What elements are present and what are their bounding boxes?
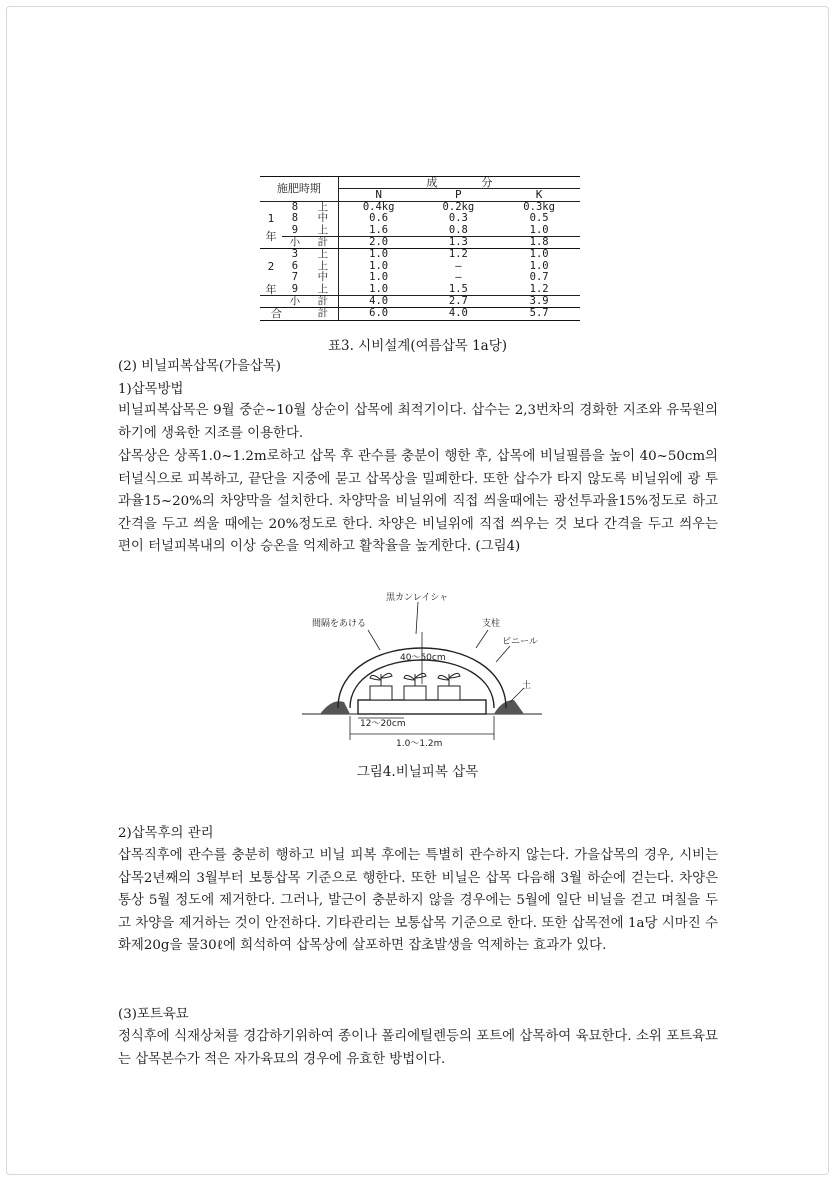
header-components: 成 分: [338, 177, 580, 189]
cell-k: 1.0: [529, 259, 549, 272]
label-spacing: 12〜20cm: [360, 719, 406, 729]
cell-month: 7: [291, 271, 299, 284]
cell-term: 上: [308, 249, 338, 261]
cell-term: 上: [308, 261, 338, 272]
total-spacer: [282, 308, 308, 320]
cell-n: 2.0: [338, 237, 418, 249]
cell-k: 3.9: [498, 296, 580, 308]
table-row: [260, 213, 580, 224]
cell-subtotal-b: 計: [308, 237, 338, 249]
vinyl-tunnel-figure: [298, 588, 546, 748]
soil-mound-right: [494, 700, 524, 714]
table-row: [260, 284, 580, 296]
figure-caption: 그림4.비닐피복 삽목: [356, 764, 479, 780]
header-period: 施肥時期: [260, 177, 338, 202]
tunnel-diagram: [298, 588, 546, 748]
year1-suffix: 年: [265, 229, 277, 243]
cell-n: 1.0: [369, 282, 389, 295]
section3-title: (3)포트육묘: [118, 1007, 189, 1022]
label-vinyl: ビニール: [502, 637, 538, 647]
leader-gap: [368, 630, 380, 650]
cell-subtotal-b: 計: [308, 296, 338, 308]
cell-k: 1.0: [498, 249, 580, 261]
pot-1: [370, 686, 392, 700]
cell-n: 1.6: [369, 223, 389, 236]
label-soil: 土: [522, 681, 532, 691]
cell-term: 中: [308, 213, 338, 224]
cell-month: 9: [291, 223, 299, 236]
cell-subtotal-a: 小: [282, 296, 308, 308]
label-gap: 間隔をあける: [312, 619, 367, 629]
cell-p: 1.3: [419, 237, 499, 249]
table-header-row: [260, 177, 580, 189]
cutting-leaves: [370, 673, 460, 686]
cell-k: 0.3kg: [523, 200, 555, 213]
cell-n: 1.0: [369, 259, 389, 272]
soil-mound-left: [320, 701, 350, 714]
paragraph-4: 정식후에 식재상처를 경감하기위하여 종이나 폴리에틸렌등의 포트에 삽목하여 육묘한다. 소위 포트육묘는 삽목본수가 적은 자가육묘의 경우에 유효한 방법이다.: [118, 1029, 718, 1067]
paragraph-3: 삽목직후에 관수를 충분히 행하고 비닐 피복 후에는 특별히 관수하지 않는다. 가을삽목의 경우, 시비는 삽목2년째의 3월부터 보통삽목 기준으로 행한다. 또한 비닐은 삽목 다음해 3월 하순에 걷는다. 차양은 통상 5월 정도에 제거한다. 그러나, 발근이 충분하지 않을 경우에는 5월에 일단 비닐을 걷고 며칠을 두고 차양을 제거하는 것이 안전하다. 기타관리는 보통삽목 기준으로 한다. 또한 삽목전에 1a당 시마진 수화제20g을 물30ℓ에 희석하여 삽목상에 살포하면 잡초발생을 억제하는 효과가 있다.: [118, 848, 718, 954]
cell-total-n: 6.0: [338, 308, 418, 320]
year2-spacer-b: [260, 272, 282, 283]
cutting-bed: [358, 700, 486, 714]
cell-p: 2.7: [419, 296, 499, 308]
cell-month: 8: [291, 200, 299, 213]
cell-p: —: [455, 259, 462, 272]
leader-post: [476, 630, 488, 648]
cell-n: 4.0: [338, 296, 418, 308]
table-row-total: [260, 308, 580, 320]
cell-month: 8: [291, 212, 299, 225]
sub1-title: 1)삽목방법: [118, 382, 184, 397]
table-row-subtotal: [260, 296, 580, 308]
header-k: K: [498, 189, 580, 201]
cell-k: 1.2: [529, 282, 549, 295]
paragraph-1: 비닐피복삽목은 9월 중순~10월 상순이 삽목에 최적기이다. 삽수는 2,3번차의 경화한 지조와 유묵원의 하기에 생육한 지조를 이용한다.: [118, 403, 718, 441]
cell-term: 中: [308, 272, 338, 283]
sub2-title: 2)삽목후의 관리: [118, 826, 214, 841]
cell-month: 3: [282, 249, 308, 261]
cell-n: 0.6: [369, 212, 389, 225]
cell-total-k: 5.7: [498, 308, 580, 320]
cell-p: 0.3: [448, 212, 468, 225]
cell-total-b: 計: [308, 308, 338, 320]
table-row: [260, 225, 580, 237]
cell-k: 0.7: [529, 271, 549, 284]
cell-term: 上: [308, 284, 338, 296]
label-height: 40〜50cm: [400, 653, 446, 663]
header-n: N: [338, 189, 418, 201]
leader-vinyl: [496, 646, 510, 662]
label-width: 1.0〜1.2m: [396, 739, 443, 748]
year2-label: 2: [267, 259, 275, 273]
year2-suffix: 年: [265, 282, 277, 296]
label-shade-cloth: 黒カンレイシャ: [386, 593, 449, 603]
year1-label: 1: [267, 212, 275, 226]
cell-k: 1.0: [529, 223, 549, 236]
cell-term: 上: [308, 225, 338, 237]
fertilizer-table: [260, 176, 580, 321]
cell-month: 6: [291, 259, 299, 272]
cell-p: 0.8: [448, 223, 468, 236]
table-row-subtotal: [260, 237, 580, 249]
cell-total-a: 合: [260, 308, 282, 320]
leader-shade: [416, 602, 418, 634]
cell-n: 1.0: [338, 249, 418, 261]
header-p: P: [419, 189, 499, 201]
cell-p: 1.2: [419, 249, 499, 261]
cell-p: 0.2kg: [442, 200, 475, 213]
cell-k: 0.5: [529, 212, 549, 225]
table-row: [260, 272, 580, 283]
cell-p: 1.5: [448, 282, 468, 295]
cell-p: —: [455, 271, 462, 284]
cell-n: 0.4kg: [362, 200, 395, 213]
section2-title: (2) 비닐피복삽목(가을삽목): [118, 359, 282, 374]
label-post: 支柱: [482, 619, 501, 629]
cell-n: 1.0: [369, 271, 389, 284]
cell-subtotal-a: 小: [282, 237, 308, 249]
cell-total-p: 4.0: [419, 308, 499, 320]
pot-2: [404, 686, 426, 700]
table-caption: 표3. 시비설계(여름삽목 1a당): [327, 338, 508, 354]
cell-month: 9: [291, 282, 299, 295]
cell-term: 上: [308, 201, 338, 213]
pot-3: [438, 686, 460, 700]
cell-k: 1.8: [498, 237, 580, 249]
paragraph-2: 삽목상은 상폭1.0~1.2m로하고 삽목 후 관수를 충분이 행한 후, 삽목에 비닐필름을 높이 40~50cm의 터널식으로 피복하고, 끝단을 지중에 묻고 삽목상을 밀폐한다. 또한 삽수가 타지 않도록 비닐위에 광 투과율15~20%의 차양막을 설치한다. 차양막을 비닐위에 직접 씌울때에는 광선투과율15%정도로 하고 간격을 두고 씌울 때에는 20%정도로 한다. 차양은 비닐위에 직접 씌우는 것 보다 간격을 두고 씌우는 편이 터널피복내의 이상 승온을 억제하고 활착율을 높게한다. (그림4): [118, 449, 718, 555]
